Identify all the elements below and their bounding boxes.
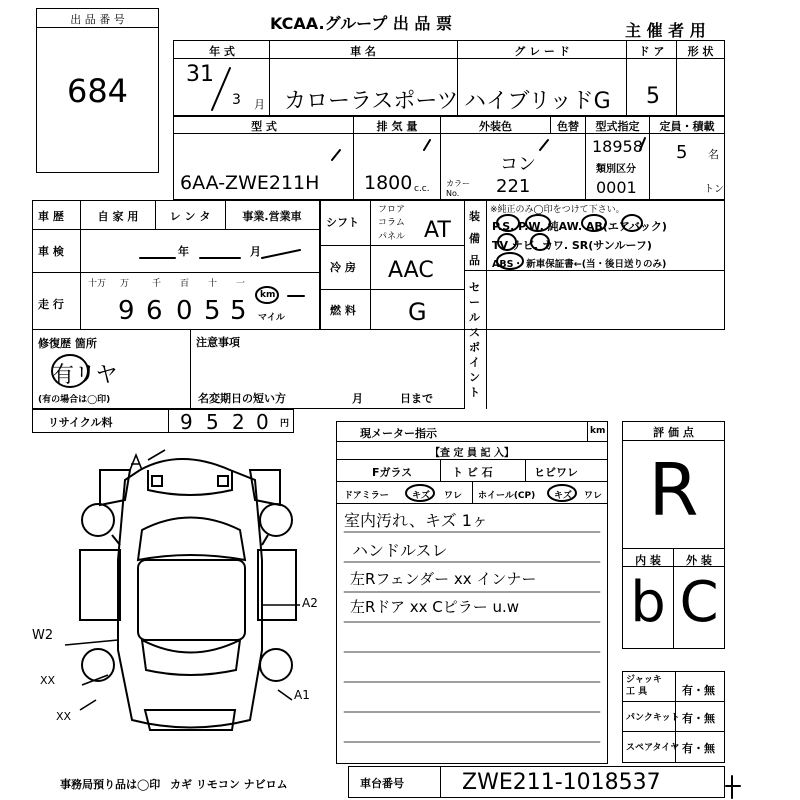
- capacity-unit: 名: [708, 148, 719, 161]
- wheel-scratch: キズ: [554, 491, 572, 501]
- equip-note: ※純正のみ◯印をつけて下さい。: [490, 205, 625, 215]
- form-title: KCAA.グループ 出 品 票: [270, 14, 452, 33]
- category-value: 0001: [596, 178, 637, 197]
- exterior-label: 外 装: [686, 554, 712, 567]
- deadline-month: 月: [352, 392, 363, 405]
- doors-value: 5: [646, 84, 660, 109]
- deadline-day: 日まで: [400, 392, 433, 405]
- chassis-label: 車台番号: [360, 777, 404, 790]
- capacity-label: 定員・積載: [659, 120, 715, 133]
- puncture-label: パンクキット: [626, 713, 680, 723]
- inspection-label: 車 検: [38, 245, 64, 258]
- unit-km: km: [260, 290, 276, 300]
- history-rental: レ ン タ: [169, 210, 211, 223]
- sales-point-label: セールスポイント: [469, 281, 480, 399]
- spare-label: スペアタイヤ: [626, 743, 680, 753]
- displacement-unit: c.c.: [414, 184, 430, 194]
- category-label: 類別区分: [596, 164, 636, 175]
- deadline-label: 名変期日の短い方: [198, 392, 286, 405]
- crack-label: ヒビワレ: [534, 466, 578, 479]
- equip-line2: TV ナビ. カワ. SR(サンルーフ): [492, 239, 652, 252]
- color-no-value: 221: [496, 176, 531, 197]
- lot-number: 684: [66, 72, 129, 110]
- grade-value: ハイブリッドG: [464, 89, 611, 114]
- recycle-digit-2: 5: [206, 410, 219, 434]
- model-value: 6AA-ZWE211H: [180, 172, 320, 194]
- wheel-crack: ワレ: [584, 491, 603, 501]
- history-private: 自 家 用: [97, 210, 139, 223]
- mark-right-rear: A1: [294, 688, 310, 702]
- mileage-digit-1: 5: [230, 296, 247, 326]
- digit-header-100: 百: [180, 279, 190, 289]
- ac-label: 冷 房: [330, 261, 356, 274]
- interior-grade: b: [630, 570, 666, 635]
- puncture-value: 有・無: [682, 712, 715, 725]
- equip-line3: ABS・ 新車保証書←(当・後日送りのみ): [492, 259, 667, 270]
- mileage-digit-10k: 9: [118, 296, 135, 326]
- year-label: 年 式: [209, 45, 235, 58]
- shift-floor: フロア: [378, 205, 406, 215]
- f-glass-label: Fガラス: [372, 466, 413, 479]
- month-unit: 月: [254, 98, 265, 111]
- color-value: コン: [500, 154, 536, 175]
- meter-unit: km: [590, 426, 606, 436]
- history-business: 事業.営業車: [242, 210, 302, 223]
- mileage-digit-100: 0: [176, 296, 193, 326]
- fuel-label: 燃 料: [330, 304, 356, 317]
- digit-header-10: 十: [208, 279, 218, 289]
- inspection-month-unit: 月: [250, 245, 261, 258]
- history-label: 車 歴: [38, 210, 64, 223]
- model-designation-value: 18958: [592, 137, 643, 156]
- note-line-3: 左Rフェンダー xx インナー: [350, 570, 537, 588]
- mark-left-rear2: XX: [40, 674, 56, 687]
- notes-label: 注意事項: [196, 336, 240, 349]
- equipment-label: 装備品: [469, 210, 480, 267]
- jack-value: 有・無: [682, 684, 715, 697]
- doors-label: ド ア: [638, 45, 665, 58]
- note-line-1: 室内汚れ、キズ 1ヶ: [344, 511, 488, 530]
- note-line-2: ハンドルスレ: [352, 541, 448, 560]
- office-items-label: 事務局預り品は◯印: [60, 778, 161, 791]
- body-label: 形 状: [687, 45, 714, 58]
- exterior-color-label: 外装色: [479, 120, 512, 133]
- grade-label: グ レ ー ド: [514, 45, 570, 58]
- organizer-label: 主 催 者 用: [625, 21, 706, 40]
- shift-value: AT: [424, 218, 451, 243]
- mirror-crack: ワレ: [444, 491, 463, 501]
- digit-header-1: 一: [236, 279, 246, 289]
- car-name-label: 車 名: [350, 45, 376, 58]
- exterior-grade: C: [679, 570, 719, 635]
- mirror-label: ドアミラー: [344, 491, 389, 501]
- unit-mile: マイル: [258, 313, 285, 323]
- inspection-year-unit: 年: [178, 245, 189, 258]
- fuel-value: G: [408, 298, 427, 326]
- shift-label: シフト: [326, 216, 359, 229]
- mark-right-side: A2: [302, 596, 318, 610]
- shift-column: コラム: [378, 218, 405, 228]
- chip-label: ト ビ 石: [452, 466, 493, 479]
- note-line-4: 左Rドア xx Cピラー u.w: [350, 598, 520, 616]
- recycle-digit-1: 9: [180, 410, 193, 434]
- repair-value: 有リヤ: [52, 363, 118, 388]
- overall-grade: R: [648, 448, 699, 532]
- recycle-digit-3: 2: [232, 410, 245, 434]
- office-items-list: カギ リモコン ナビロム: [170, 778, 288, 791]
- model-designation-label: 型式指定: [595, 120, 640, 133]
- mark-left-rear: W2: [32, 628, 54, 643]
- month-value: 3: [232, 92, 241, 108]
- displacement-label: 排 気 量: [376, 120, 418, 133]
- digit-header-10k: 万: [120, 279, 130, 289]
- repair-note: (有の場合は◯印): [38, 395, 111, 405]
- chassis-value: ZWE211-1018537: [462, 770, 661, 795]
- color-change-label: 色替: [557, 120, 579, 133]
- mileage-digit-10: 5: [204, 296, 221, 326]
- grade-score-label: 評 価 点: [653, 426, 694, 439]
- interior-label: 内 装: [635, 554, 661, 567]
- mileage-digit-1k: 6: [146, 296, 163, 326]
- shift-panel: パネル: [378, 232, 406, 242]
- mileage-label: 走 行: [38, 298, 64, 311]
- mark-left-rear3: XX: [56, 710, 72, 723]
- digit-header-100k: 十万: [88, 279, 107, 289]
- meter-label: 現メーター指示: [360, 427, 437, 440]
- year-value: 31: [186, 62, 214, 87]
- car-name-value: カローラスポーツ: [284, 89, 459, 114]
- model-label: 型 式: [251, 120, 277, 133]
- recycle-unit: 円: [280, 419, 290, 429]
- ac-value: AAC: [388, 258, 434, 283]
- recycle-label: リサイクル料: [48, 416, 113, 429]
- appraiser-label: 【査 定 員 記 入】: [430, 448, 514, 459]
- color-no-label: カラー No.: [446, 179, 470, 198]
- wheel-label: ホイール(CP): [478, 491, 536, 501]
- capacity-value: 5: [676, 142, 688, 163]
- load-unit: トン: [704, 184, 724, 195]
- recycle-digit-4: 0: [256, 410, 269, 434]
- lot-label: 出 品 番 号: [70, 13, 125, 26]
- equip-line1: P.S. P.W. 純AW. AB(エアバック): [492, 220, 667, 233]
- displacement-value: 1800: [364, 172, 413, 194]
- spare-value: 有・無: [682, 742, 715, 755]
- jack-label: ジャッキ 工 具: [626, 675, 662, 697]
- repair-label: 修復歴 箇所: [38, 337, 97, 350]
- mirror-scratch: キズ: [412, 491, 430, 501]
- digit-header-1k: 千: [152, 279, 162, 289]
